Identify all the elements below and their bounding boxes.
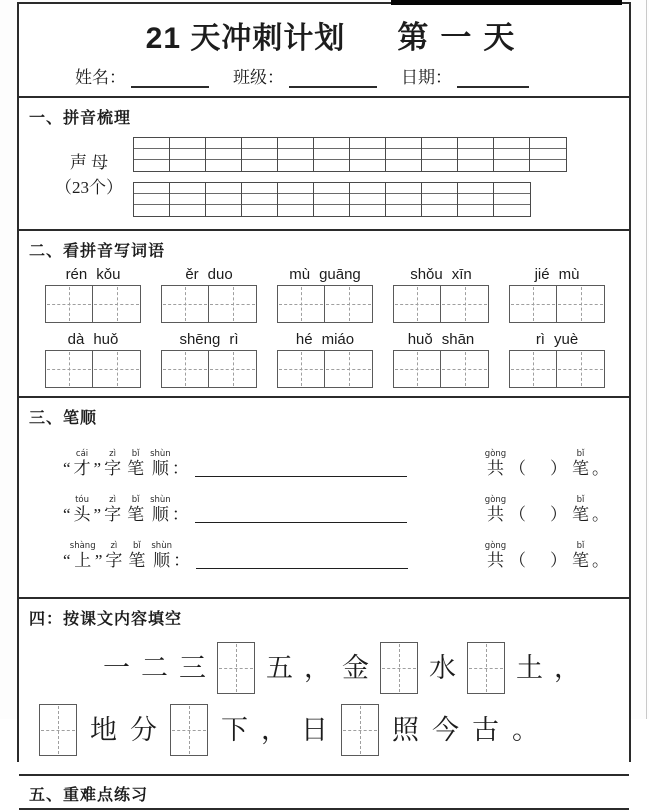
writing-boxes xyxy=(45,350,141,388)
shengmu-count-text: （23个） xyxy=(55,177,123,197)
class-field xyxy=(233,63,377,88)
section4-heading: 四：按课文内容填空 xyxy=(29,611,183,628)
hanzi-with-pinyin: 笔bǐ xyxy=(571,449,589,478)
hanzi-with-pinyin: 顺shùn xyxy=(151,541,172,570)
pinyin-syllable: yuè xyxy=(553,331,579,348)
tianzige-box[interactable] xyxy=(209,350,257,388)
section-key-practice xyxy=(19,776,629,810)
hanzi-with-pinyin: 笔bǐ xyxy=(571,495,589,524)
pinyin-cell[interactable] xyxy=(170,138,206,171)
pinyin-grid-row-1 xyxy=(133,137,567,172)
pinyin-cell[interactable] xyxy=(350,183,386,216)
tianzige-box[interactable] xyxy=(557,350,605,388)
pinyin-cell[interactable] xyxy=(278,138,314,171)
name-field xyxy=(75,63,209,88)
period-mark: 。 xyxy=(591,505,609,524)
stroke-order-row xyxy=(19,495,629,525)
stroke-order-blank[interactable] xyxy=(195,460,407,477)
pinyin-cell[interactable] xyxy=(278,183,314,216)
fill-box[interactable] xyxy=(170,704,208,756)
class-label: 班级： xyxy=(233,68,284,87)
pinyin-syllable: guāng xyxy=(319,266,361,283)
writing-boxes xyxy=(161,350,257,388)
writing-boxes xyxy=(161,285,257,323)
writing-boxes xyxy=(277,350,373,388)
tianzige-box[interactable] xyxy=(325,285,373,323)
fill-char: ， xyxy=(261,714,288,745)
pinyin-cell[interactable] xyxy=(314,183,350,216)
scan-edge-line xyxy=(646,0,647,719)
pinyin-syllable: huǒ xyxy=(93,331,119,348)
date-label: 日期： xyxy=(401,68,452,87)
tianzige-box[interactable] xyxy=(557,285,605,323)
pinyin-syllable: jié xyxy=(534,266,550,283)
pinyin-cell[interactable] xyxy=(242,183,278,216)
pinyin-cell[interactable] xyxy=(494,183,530,216)
section-stroke-order xyxy=(19,398,629,599)
pinyin-grid-row-2 xyxy=(133,182,531,217)
pinyin-syllable: ěr xyxy=(185,266,199,283)
word-group xyxy=(161,266,257,323)
word-group xyxy=(277,266,373,323)
paren-close: ） xyxy=(549,459,567,478)
tianzige-box[interactable] xyxy=(161,285,209,323)
hanzi-with-pinyin: 笔bǐ xyxy=(127,449,145,478)
tianzige-box[interactable] xyxy=(393,350,441,388)
word-group xyxy=(277,331,373,388)
pinyin-cell[interactable] xyxy=(458,183,494,216)
hanzi-with-pinyin: 才cái xyxy=(73,449,91,478)
fill-line xyxy=(19,704,629,756)
worksheet-sheet xyxy=(17,2,631,804)
period-mark: 。 xyxy=(591,459,609,478)
tianzige-box[interactable] xyxy=(161,350,209,388)
scan-artifact-bar xyxy=(391,0,622,5)
tianzige-box[interactable] xyxy=(93,285,141,323)
word-group xyxy=(45,266,141,323)
hanzi-with-pinyin: 头tóu xyxy=(73,495,91,524)
tianzige-box[interactable] xyxy=(509,350,557,388)
word-group xyxy=(509,331,605,388)
tianzige-box[interactable] xyxy=(393,285,441,323)
paren-open: （ xyxy=(508,551,526,570)
pinyin-cell[interactable] xyxy=(458,138,494,171)
pinyin-cell[interactable] xyxy=(422,138,458,171)
hanzi-with-pinyin: 笔bǐ xyxy=(128,541,146,570)
name-blank[interactable] xyxy=(131,70,209,88)
stroke-order-row xyxy=(19,449,629,479)
pinyin-cell[interactable] xyxy=(422,183,458,216)
hanzi-with-pinyin: 上shàng xyxy=(69,541,96,570)
pinyin-syllable: huǒ xyxy=(407,331,433,348)
section2-heading: 二、看拼音写词语 xyxy=(29,243,166,260)
word-pinyin xyxy=(277,266,373,283)
stroke-row-label: “上shàng” 字zì笔bǐ顺shùn： xyxy=(63,541,191,570)
pinyin-cell[interactable] xyxy=(386,138,422,171)
tianzige-box[interactable] xyxy=(93,350,141,388)
word-pinyin xyxy=(161,331,257,348)
stroke-count-group xyxy=(482,541,609,571)
word-pinyin xyxy=(509,266,605,283)
stroke-order-blank[interactable] xyxy=(195,506,407,523)
fill-char: 分 xyxy=(130,714,157,745)
word-pinyin xyxy=(393,266,489,283)
section5-heading: 五、重难点练习 xyxy=(29,787,149,804)
pinyin-syllable: shǒu xyxy=(410,266,443,283)
hanzi-with-pinyin: 笔bǐ xyxy=(127,495,145,524)
pinyin-cell[interactable] xyxy=(170,183,206,216)
class-blank[interactable] xyxy=(289,70,377,88)
name-label: 姓名： xyxy=(75,68,126,87)
pinyin-syllable: shēng xyxy=(179,331,221,348)
fill-box[interactable] xyxy=(341,704,379,756)
stroke-row-label: “ 才cái” 字zì笔bǐ顺shùn： xyxy=(63,449,189,478)
fill-char: ， xyxy=(304,652,331,683)
fill-char: 地 xyxy=(90,714,117,745)
pinyin-syllable: miáo xyxy=(321,331,355,348)
word-pinyin xyxy=(277,331,373,348)
tianzige-box[interactable] xyxy=(441,350,489,388)
paren-open: （ xyxy=(508,459,526,478)
fill-line xyxy=(19,642,629,694)
writing-boxes xyxy=(509,350,605,388)
fill-char: 三 xyxy=(179,652,206,683)
pinyin-grids xyxy=(133,137,567,217)
fill-char: 金 xyxy=(342,652,369,683)
meta-row xyxy=(19,63,629,88)
tianzige-box[interactable] xyxy=(45,350,93,388)
hanzi-with-pinyin: 顺shùn xyxy=(150,495,171,524)
fill-char: 一 xyxy=(103,652,130,683)
pinyin-syllable: rì xyxy=(535,331,545,348)
tianzige-box[interactable] xyxy=(325,350,373,388)
fill-box[interactable] xyxy=(380,642,418,694)
stroke-count-group xyxy=(482,495,609,525)
hanzi-with-pinyin: 笔bǐ xyxy=(571,541,589,570)
pinyin-syllable: rén xyxy=(65,266,88,283)
pinyin-syllable: shān xyxy=(441,331,475,348)
day-title: 第一天 xyxy=(397,20,527,55)
section-write-words xyxy=(19,231,629,398)
writing-boxes xyxy=(393,285,489,323)
paren-close: ） xyxy=(549,551,567,570)
fill-char: 今 xyxy=(432,714,459,745)
fill-char: 。 xyxy=(512,714,539,745)
pinyin-cell[interactable] xyxy=(530,138,566,171)
pinyin-syllable: xīn xyxy=(451,266,472,283)
word-group xyxy=(509,266,605,323)
word-pinyin xyxy=(509,331,605,348)
fill-box[interactable] xyxy=(217,642,255,694)
pinyin-syllable: mù xyxy=(558,266,580,283)
fill-char: 下 xyxy=(221,714,248,745)
word-group xyxy=(45,331,141,388)
fill-lines xyxy=(19,632,629,774)
title-row xyxy=(19,10,629,63)
pinyin-syllable: dà xyxy=(67,331,85,348)
hanzi-with-pinyin: 字zì xyxy=(104,495,122,524)
date-field xyxy=(401,63,529,88)
pinyin-syllable: rì xyxy=(229,331,239,348)
hanzi-with-pinyin: 顺shùn xyxy=(150,449,171,478)
word-rows xyxy=(19,266,629,388)
section1-heading: 一、拼音梳理 xyxy=(29,110,132,127)
hanzi-with-pinyin: 共gòng xyxy=(484,495,507,524)
header-block xyxy=(19,4,629,98)
writing-boxes xyxy=(45,285,141,323)
stroke-rows xyxy=(19,431,629,597)
page-title: 21 天冲刺计划 xyxy=(145,22,346,55)
pinyin-syllable: mù xyxy=(289,266,311,283)
fill-char: 五 xyxy=(266,652,293,683)
tianzige-box[interactable] xyxy=(45,285,93,323)
fill-char: 土 xyxy=(516,652,543,683)
writing-boxes xyxy=(393,350,489,388)
pinyin-syllable: hé xyxy=(295,331,313,348)
word-row xyxy=(19,266,629,323)
word-pinyin xyxy=(45,331,141,348)
paren-open: （ xyxy=(508,505,526,524)
stroke-order-row xyxy=(19,541,629,571)
pinyin-cell[interactable] xyxy=(206,138,242,171)
pinyin-cell[interactable] xyxy=(206,183,242,216)
tianzige-box[interactable] xyxy=(209,285,257,323)
fill-char: 二 xyxy=(141,652,168,683)
word-pinyin xyxy=(393,331,489,348)
fill-box[interactable] xyxy=(39,704,77,756)
word-pinyin xyxy=(45,266,141,283)
fill-box[interactable] xyxy=(467,642,505,694)
section1-body xyxy=(19,131,629,229)
stroke-row-label: “ 头tóu” 字zì笔bǐ顺shùn： xyxy=(63,495,189,524)
stroke-order-blank[interactable] xyxy=(196,552,408,569)
hanzi-with-pinyin: 共gòng xyxy=(484,541,507,570)
fill-char: 照 xyxy=(392,714,419,745)
writing-boxes xyxy=(509,285,605,323)
section-fill-blanks xyxy=(19,599,629,776)
hanzi-with-pinyin: 字zì xyxy=(104,449,122,478)
word-pinyin xyxy=(161,266,257,283)
word-group xyxy=(393,331,489,388)
fill-char: 古 xyxy=(472,714,499,745)
pinyin-cell[interactable] xyxy=(350,138,386,171)
section3-heading: 三、笔顺 xyxy=(29,410,98,427)
pinyin-syllable: duo xyxy=(207,266,233,283)
hanzi-with-pinyin: 共gòng xyxy=(484,449,507,478)
shengmu-label-text: 声 母 xyxy=(69,153,109,172)
pinyin-cell[interactable] xyxy=(314,138,350,171)
shengmu-label xyxy=(45,137,133,217)
word-row xyxy=(19,331,629,388)
stroke-count-group xyxy=(482,449,609,479)
tianzige-box[interactable] xyxy=(441,285,489,323)
date-blank[interactable] xyxy=(457,70,529,88)
hanzi-with-pinyin: 字zì xyxy=(105,541,123,570)
section-pinyin-review xyxy=(19,98,629,231)
fill-char: 水 xyxy=(429,652,456,683)
fill-char: 日 xyxy=(301,714,328,745)
word-group xyxy=(161,331,257,388)
pinyin-syllable: kǒu xyxy=(96,266,121,283)
paren-close: ） xyxy=(549,505,567,524)
pinyin-cell[interactable] xyxy=(494,138,530,171)
pinyin-cell[interactable] xyxy=(242,138,278,171)
pinyin-cell[interactable] xyxy=(134,183,170,216)
period-mark: 。 xyxy=(591,551,609,570)
pinyin-cell[interactable] xyxy=(386,183,422,216)
tianzige-box[interactable] xyxy=(277,350,325,388)
fill-char: ， xyxy=(554,652,581,683)
tianzige-box[interactable] xyxy=(509,285,557,323)
writing-boxes xyxy=(277,285,373,323)
pinyin-cell[interactable] xyxy=(134,138,170,171)
word-group xyxy=(393,266,489,323)
tianzige-box[interactable] xyxy=(277,285,325,323)
